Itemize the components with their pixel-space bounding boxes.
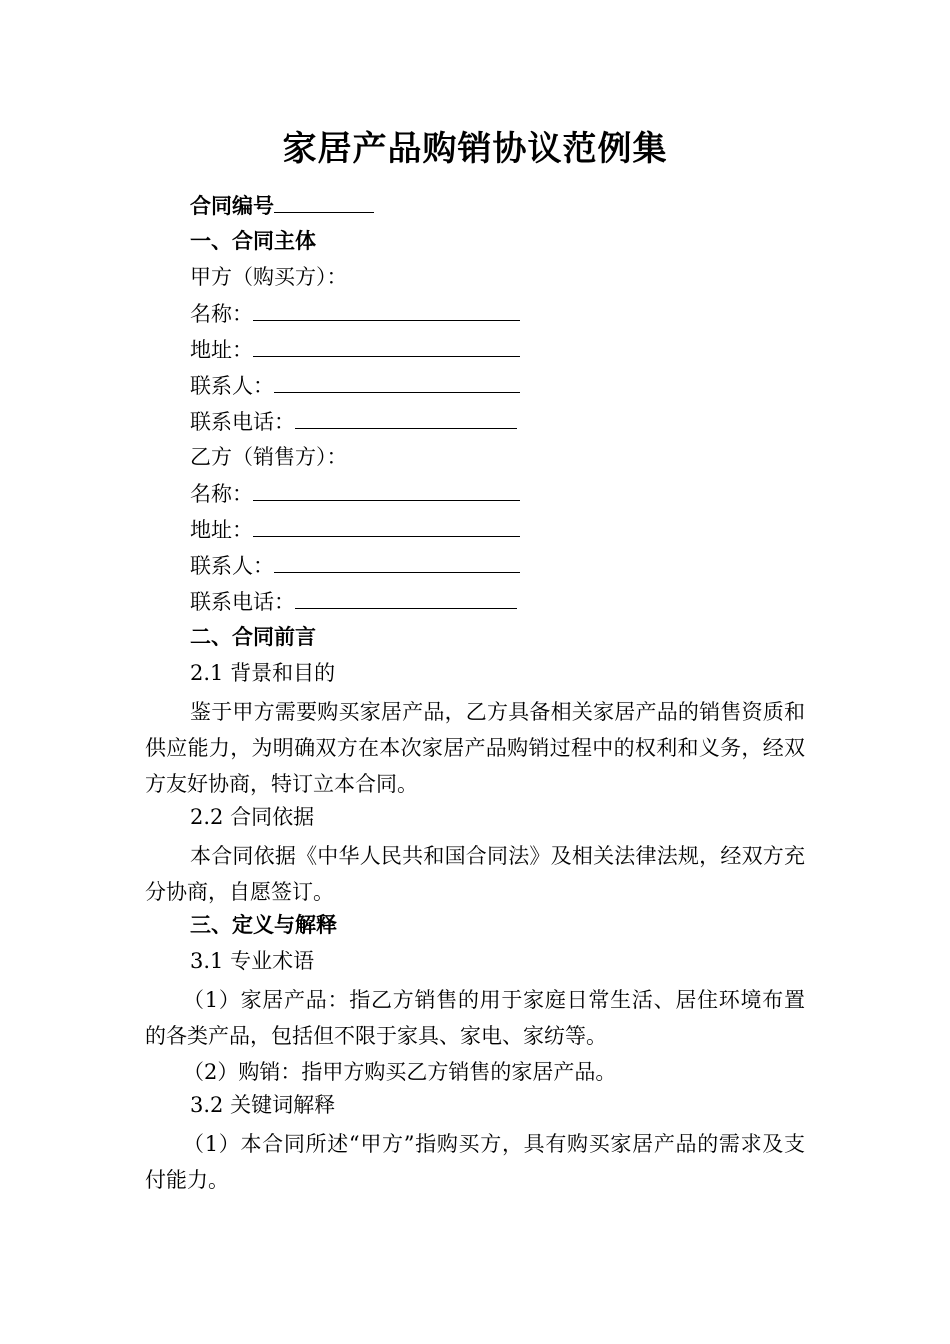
party-a-address-line [190, 334, 520, 365]
subsection-2-1: 2.1 背景和目的 [190, 661, 336, 685]
contract-number-label: 合同编号 [190, 194, 274, 218]
subsection-2-2: 2.2 合同依据 [190, 805, 315, 829]
party-b-heading: 乙方（销售方）： [190, 445, 348, 469]
paragraph-2-2: 本合同依据《中华人民共和国合同法》及相关法律法规，经双方充分协商，自愿签订。 [145, 844, 805, 904]
party-a-phone-label: 联系电话： [190, 410, 295, 434]
party-a-heading: 甲方（购买方）： [190, 265, 348, 289]
party-a-contact-blank[interactable] [274, 370, 520, 393]
party-a-name-blank[interactable] [253, 298, 520, 321]
party-a-phone-line [190, 406, 517, 437]
party-b-address-label: 地址： [190, 518, 253, 542]
party-a-address-blank[interactable] [253, 334, 520, 357]
party-a-contact-line [190, 370, 520, 401]
party-a-name-line [190, 298, 520, 329]
section-heading-2: 二、合同前言 [190, 625, 316, 649]
contract-number-line [190, 190, 374, 221]
document-title: 家居产品购销协议范例集 [282, 129, 668, 169]
definition-1: （1）家居产品：指乙方销售的用于家庭日常生活、居住环境布置的各类产品，包括但不限于家具、家电、家纺等。 [145, 988, 805, 1048]
subsection-3-2: 3.2 关键词解释 [190, 1093, 336, 1117]
party-b-phone-line [190, 586, 517, 617]
section-heading-1: 一、合同主体 [190, 229, 316, 253]
definition-2: （2）购销：指甲方购买乙方销售的家居产品。 [183, 1060, 617, 1084]
contract-number-blank[interactable] [274, 190, 374, 213]
party-a-phone-blank[interactable] [295, 406, 517, 429]
section-heading-3: 三、定义与解释 [190, 913, 337, 937]
party-b-phone-blank[interactable] [295, 586, 517, 609]
party-b-contact-label: 联系人： [190, 554, 274, 578]
party-b-contact-blank[interactable] [274, 550, 520, 573]
party-b-address-blank[interactable] [253, 514, 520, 537]
party-b-address-line [190, 514, 520, 545]
party-b-phone-label: 联系电话： [190, 590, 295, 614]
party-b-name-line [190, 478, 520, 509]
subsection-3-1: 3.1 专业术语 [190, 949, 315, 973]
paragraph-2-1: 鉴于甲方需要购买家居产品，乙方具备相关家居产品的销售资质和供应能力，为明确双方在本次家居产品购销过程中的权利和义务，经双方友好协商，特订立本合同。 [145, 700, 805, 796]
party-b-contact-line [190, 550, 520, 581]
party-b-name-blank[interactable] [253, 478, 520, 501]
party-a-contact-label: 联系人： [190, 374, 274, 398]
party-a-name-label: 名称： [190, 302, 253, 326]
party-a-address-label: 地址： [190, 338, 253, 362]
party-b-name-label: 名称： [190, 482, 253, 506]
keyword-definition-1: （1）本合同所述“甲方”指购买方，具有购买家居产品的需求及支付能力。 [145, 1132, 805, 1192]
